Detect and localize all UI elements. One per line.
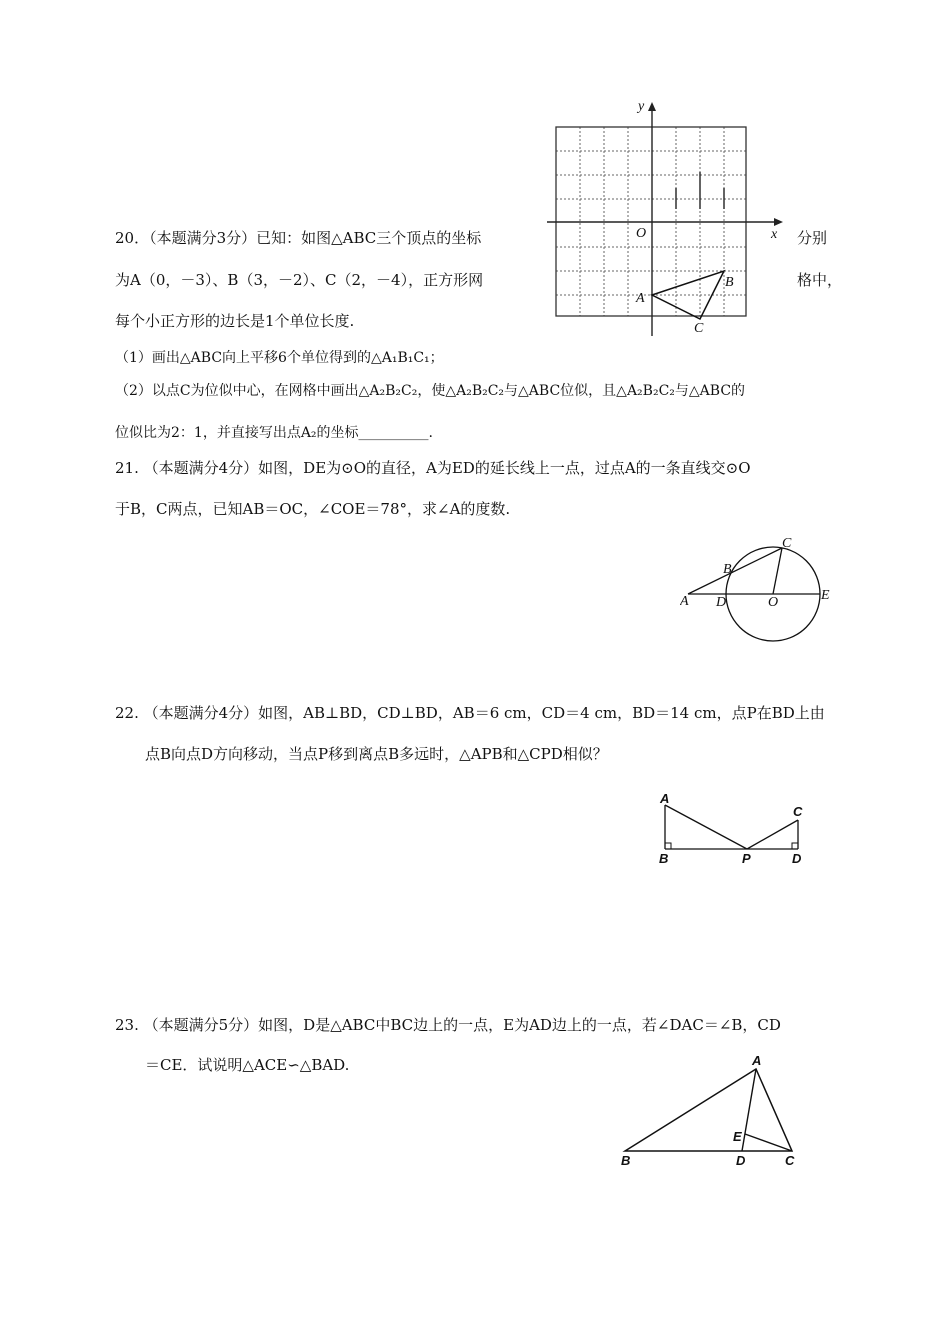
segment-ad bbox=[742, 1069, 756, 1151]
label-d: D bbox=[736, 1153, 746, 1168]
q23-line1: 23. （本题满分5分）如图，D是△ABC中BC边上的一点，E为AD边上的一点，若∠DAC＝∠B，CD bbox=[115, 1016, 781, 1034]
q22-line1: 22. （本题满分4分）如图，AB⊥BD，CD⊥BD，AB＝6 cm，CD＝4 cm，BD＝14 cm，点P在BD上由 bbox=[115, 704, 825, 722]
q20-line1-right: 分别 bbox=[797, 229, 828, 247]
label-d: D bbox=[716, 595, 727, 610]
label-d: D bbox=[792, 851, 802, 866]
label-e: E bbox=[821, 588, 830, 603]
q22-line2: 点B向点D方向移动，当点P移到离点B多远时，△APB和△CPD相似？ bbox=[145, 745, 608, 763]
origin-label: O bbox=[636, 226, 647, 241]
point-b-label: B bbox=[725, 275, 734, 290]
q23-line2: ＝CE．试说明△ACE∽△BAD. bbox=[145, 1056, 350, 1074]
label-a: A bbox=[660, 791, 670, 806]
q20-line2: 为A（0，－3）、B（3，－2）、C（2，－4），正方形网 bbox=[115, 271, 484, 289]
label-p: P bbox=[742, 851, 751, 866]
line-ac bbox=[688, 548, 782, 594]
q21-line2: 于B，C两点，已知AB＝OC，∠COE＝78°，求∠A的度数. bbox=[115, 500, 511, 518]
label-b: B bbox=[659, 851, 669, 866]
q20-part2b: 位似比为2：1，并直接写出点A₂的坐标__________. bbox=[115, 425, 433, 441]
label-a: A bbox=[680, 594, 689, 609]
triangle-abc bbox=[625, 1069, 792, 1151]
label-b: B bbox=[621, 1153, 631, 1168]
label-c: C bbox=[782, 536, 792, 551]
point-c-label: C bbox=[694, 321, 704, 336]
q22-figure bbox=[655, 790, 815, 870]
q20-line3: 每个小正方形的边长是1个单位长度. bbox=[115, 312, 355, 330]
q20-part2: （2）以点C为位似中心，在网格中画出△A₂B₂C₂，使△A₂B₂C₂与△ABC位似，且△A₂B₂C₂与△ABC的 bbox=[115, 383, 746, 399]
q23-figure bbox=[615, 1050, 815, 1175]
label-c: C bbox=[785, 1153, 795, 1168]
point-a-label: A bbox=[636, 291, 645, 306]
label-e: E bbox=[733, 1129, 742, 1144]
q20-line2-right: 格中， bbox=[797, 271, 843, 289]
q20-part1: （1）画出△ABC向上平移6个单位得到的△A₁B₁C₁； bbox=[115, 350, 444, 366]
q21-line1: 21. （本题满分4分）如图，DE为⊙O的直径，A为ED的延长线上一点，过点A的一条直线交⊙O bbox=[115, 459, 751, 477]
segment-ap bbox=[665, 805, 747, 849]
segment-oc bbox=[773, 548, 782, 594]
label-o: O bbox=[768, 595, 779, 610]
q20-coordinate-grid-figure bbox=[545, 100, 790, 345]
q21-circle-figure bbox=[680, 535, 840, 645]
x-axis-label: x bbox=[771, 227, 778, 242]
segment-pc bbox=[747, 820, 798, 849]
label-b: B bbox=[723, 562, 732, 577]
q20-line1: 20．（本题满分3分）已知：如图△ABC三个顶点的坐标 bbox=[115, 229, 482, 247]
label-c: C bbox=[793, 804, 803, 819]
y-axis-label: y bbox=[638, 100, 645, 114]
label-a: A bbox=[752, 1053, 762, 1068]
